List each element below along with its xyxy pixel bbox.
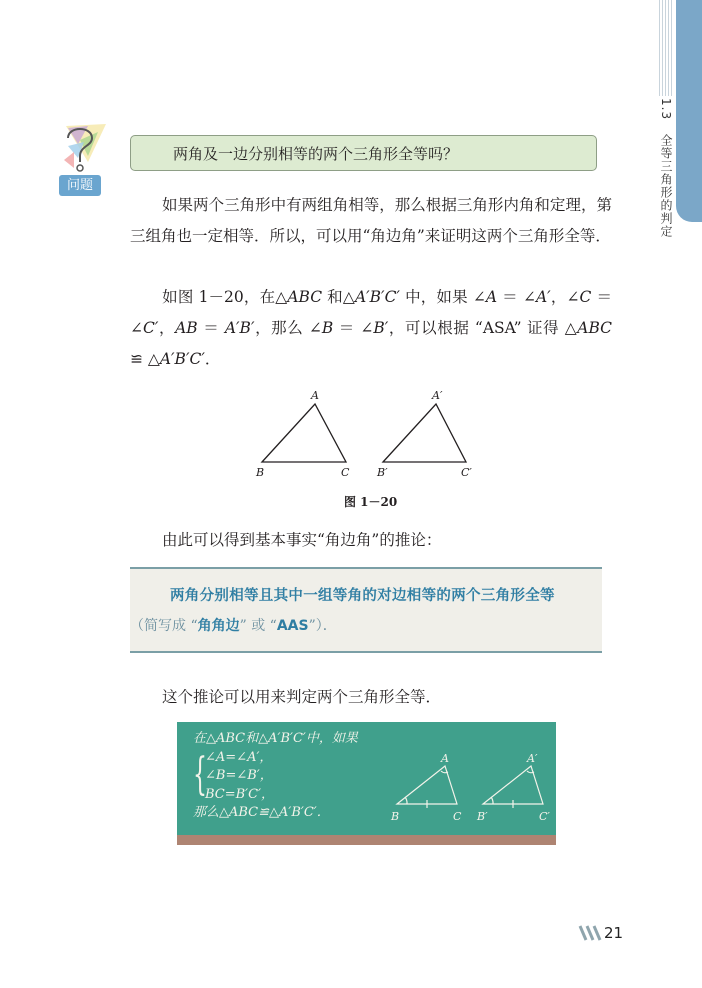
math: AB xyxy=(175,319,198,337)
svg-text:C: C xyxy=(453,810,462,823)
text: ＝ ∠ xyxy=(497,288,536,306)
math: B′ xyxy=(373,319,389,337)
math: A′B′ xyxy=(224,319,255,337)
paragraph-4 xyxy=(130,682,612,713)
paragraph-3 xyxy=(130,525,612,556)
text: ，那么 ∠ xyxy=(254,319,322,337)
theorem-statement: 两角分别相等且其中一组等角的对边相等的两个三角形全等 xyxy=(170,588,555,604)
abbrev-english: AAS xyxy=(276,618,309,634)
paragraph-1 xyxy=(130,190,612,252)
text: ＝ xyxy=(197,319,225,337)
blackboard-figure xyxy=(387,752,557,832)
condition: ∠A=∠A′， xyxy=(205,749,273,765)
vertex-label: A xyxy=(311,389,319,402)
question-box xyxy=(130,135,597,171)
section-label xyxy=(655,98,675,238)
text: ． xyxy=(204,350,221,368)
text: 中，如果 ∠ xyxy=(399,288,486,306)
paragraph-3-text: 由此可以得到基本事实“角边角”的推论： xyxy=(162,531,442,549)
blackboard xyxy=(177,722,556,845)
text: ” 或 “ xyxy=(239,618,277,634)
vertex-label: A′ xyxy=(432,389,443,402)
paragraph-1-text: 如果两个三角形中有两组角相等，那么根据三角形内角和定理，第三组角也一定相等．所以，可以用“角边角”来证明这两个三角形全等． xyxy=(130,196,612,245)
brace-icon: { xyxy=(193,748,207,800)
board-line: 在△ABC和△A′B′C′中，如果 xyxy=(193,731,358,746)
condition: ∠B=∠B′， xyxy=(205,768,273,783)
theorem-abbreviation xyxy=(130,615,337,635)
text: 如图 1－20，在△ xyxy=(162,288,288,306)
question-badge: 问题 xyxy=(59,175,101,196)
math: A′ xyxy=(535,288,551,306)
question-mark-icon xyxy=(58,122,108,174)
math: C′ xyxy=(143,319,159,337)
vertex-label: B xyxy=(256,466,265,479)
question-text: 两角及一边分别相等的两个三角形全等吗？ xyxy=(173,145,459,163)
paragraph-4-text: 这个推论可以用来判定两个三角形全等． xyxy=(162,688,442,706)
math: A′B′C′ xyxy=(354,288,400,306)
math: A′B′C′ xyxy=(159,350,205,368)
theorem-box xyxy=(130,567,602,653)
side-decoration-lines xyxy=(657,0,673,96)
math: ABC xyxy=(287,288,323,306)
page-stripes-icon xyxy=(578,924,604,942)
conditions xyxy=(193,749,358,805)
vertex-label: C xyxy=(341,466,350,479)
section-number: 1.3 xyxy=(659,98,673,121)
svg-text:C′: C′ xyxy=(539,810,550,823)
math: ABC xyxy=(577,319,613,337)
page-number: 21 xyxy=(604,924,624,942)
svg-text:B: B xyxy=(391,810,400,823)
svg-text:A′: A′ xyxy=(527,752,538,765)
text: 和△ xyxy=(322,288,355,306)
text: （简写成 “ xyxy=(130,618,198,634)
chapter-side-tab xyxy=(676,0,702,222)
figure-caption: 图 1－20 xyxy=(344,495,398,509)
math: A xyxy=(485,288,498,306)
svg-text:A: A xyxy=(441,752,449,765)
board-conclusion: 那么△ABC≌△A′B′C′． xyxy=(193,805,330,820)
blackboard-text xyxy=(193,730,358,823)
math: B xyxy=(321,319,334,337)
blackboard-ledge xyxy=(177,835,556,845)
text: ，可以根据 “ASA” 证得 △ xyxy=(388,319,578,337)
text: ＝ ∠ xyxy=(333,319,374,337)
section-title: 全等三角形的判定 xyxy=(659,134,673,239)
svg-text:B′: B′ xyxy=(477,810,488,823)
condition: BC=B′C′， xyxy=(205,786,275,802)
paragraph-2 xyxy=(130,282,612,375)
text: ， xyxy=(158,319,176,337)
text: ＝ ∠ xyxy=(130,288,612,337)
vertex-label: C′ xyxy=(461,466,472,479)
text: ”）． xyxy=(308,618,337,634)
abbrev-chinese: 角角边 xyxy=(197,618,240,634)
math: C xyxy=(579,288,592,306)
vertex-label: B′ xyxy=(377,466,388,479)
figure-1-20 xyxy=(240,380,500,480)
text: ≌ △ xyxy=(130,350,160,368)
text: ，∠ xyxy=(550,288,580,306)
